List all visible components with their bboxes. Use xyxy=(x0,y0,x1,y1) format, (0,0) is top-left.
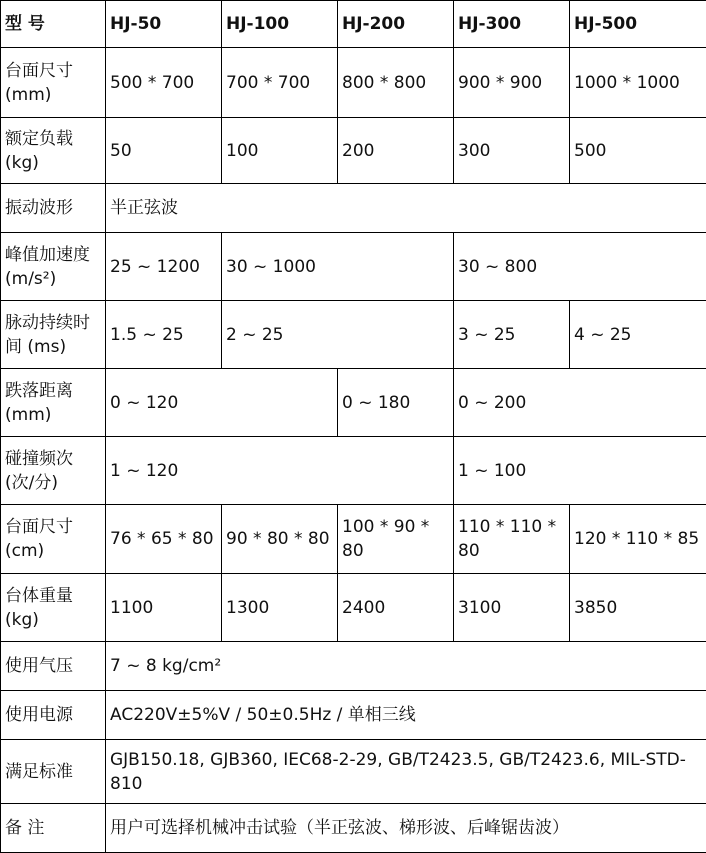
waveform-label: 振动波形 xyxy=(1,184,106,233)
table-size-cm-label: 台面尺寸 (cm) xyxy=(1,505,106,574)
drop-distance-value: 0 ~ 120 xyxy=(106,369,338,437)
table-size-cm-value: 76 * 65 * 80 xyxy=(106,505,222,574)
peak-acceleration-value: 30 ~ 800 xyxy=(454,233,706,301)
pulse-duration-label: 脉动持续时 间 (ms) xyxy=(1,301,106,369)
waveform-row xyxy=(1,184,706,233)
drop-distance-label: 跌落距离 (mm) xyxy=(1,369,106,437)
body-weight-value: 3850 xyxy=(570,574,706,642)
remarks-value: 用户可选择机械冲击试验（半正弦波、梯形波、后峰锯齿波） xyxy=(106,804,706,853)
table-size-mm-label: 台面尺寸 (mm) xyxy=(1,48,106,118)
air-pressure-row xyxy=(1,642,706,691)
peak-acceleration-label: 峰值加速度 (m/s²) xyxy=(1,233,106,301)
table-size-mm-value: 500 * 700 xyxy=(106,48,222,118)
table-size-mm-value: 800 * 800 xyxy=(338,48,454,118)
table-size-cm-value: 110 * 110 * 80 xyxy=(454,505,570,574)
drop-distance-value: 0 ~ 200 xyxy=(454,369,706,437)
peak-acceleration-value: 25 ~ 1200 xyxy=(106,233,222,301)
peak-acceleration-row xyxy=(1,233,706,301)
rated-load-value: 100 xyxy=(222,118,338,184)
bump-frequency-row xyxy=(1,437,706,505)
body-weight-value: 1300 xyxy=(222,574,338,642)
power-supply-row xyxy=(1,691,706,740)
peak-acceleration-value: 30 ~ 1000 xyxy=(222,233,454,301)
standards-value: GJB150.18, GJB360, IEC68-2-29, GB/T2423.5, GB/T2423.6, MIL-STD-810 xyxy=(106,740,706,804)
rated-load-value: 500 xyxy=(570,118,706,184)
pulse-duration-value: 1.5 ~ 25 xyxy=(106,301,222,369)
table-size-mm-value: 1000 * 1000 xyxy=(570,48,706,118)
table-size-cm-value: 100 * 90 * 80 xyxy=(338,505,454,574)
body-weight-row xyxy=(1,574,706,642)
table-size-mm-row xyxy=(1,48,706,118)
standards-label: 满足标准 xyxy=(1,740,106,804)
remarks-row xyxy=(1,804,706,853)
model-hj-200: HJ-200 xyxy=(338,1,454,48)
model-hj-500: HJ-500 xyxy=(570,1,706,48)
body-weight-value: 1100 xyxy=(106,574,222,642)
air-pressure-label: 使用气压 xyxy=(1,642,106,691)
pulse-duration-row xyxy=(1,301,706,369)
bump-frequency-value: 1 ~ 120 xyxy=(106,437,454,505)
table-size-cm-value: 90 * 80 * 80 xyxy=(222,505,338,574)
pulse-duration-value: 3 ~ 25 xyxy=(454,301,570,369)
bump-frequency-value: 1 ~ 100 xyxy=(454,437,706,505)
rated-load-value: 300 xyxy=(454,118,570,184)
table-size-cm-value: 120 * 110 * 85 xyxy=(570,505,706,574)
model-hj-300: HJ-300 xyxy=(454,1,570,48)
rated-load-value: 50 xyxy=(106,118,222,184)
table-size-cm-row xyxy=(1,505,706,574)
pulse-duration-value: 2 ~ 25 xyxy=(222,301,454,369)
waveform-value: 半正弦波 xyxy=(106,184,706,233)
header-row xyxy=(1,1,706,48)
pulse-duration-value: 4 ~ 25 xyxy=(570,301,706,369)
power-supply-label: 使用电源 xyxy=(1,691,106,740)
drop-distance-row xyxy=(1,369,706,437)
rated-load-label: 额定负载 (kg) xyxy=(1,118,106,184)
air-pressure-value: 7 ~ 8 kg/cm² xyxy=(106,642,706,691)
body-weight-value: 3100 xyxy=(454,574,570,642)
model-label-cell: 型 号 xyxy=(1,1,106,48)
body-weight-label: 台体重量 (kg) xyxy=(1,574,106,642)
bump-frequency-label: 碰撞频次 (次/分) xyxy=(1,437,106,505)
model-hj-50: HJ-50 xyxy=(106,1,222,48)
power-supply-value: AC220V±5%V / 50±0.5Hz / 单相三线 xyxy=(106,691,706,740)
table-size-mm-value: 900 * 900 xyxy=(454,48,570,118)
remarks-label: 备 注 xyxy=(1,804,106,853)
body-weight-value: 2400 xyxy=(338,574,454,642)
model-hj-100: HJ-100 xyxy=(222,1,338,48)
drop-distance-value: 0 ~ 180 xyxy=(338,369,454,437)
table-size-mm-value: 700 * 700 xyxy=(222,48,338,118)
rated-load-row xyxy=(1,118,706,184)
standards-row xyxy=(1,740,706,804)
rated-load-value: 200 xyxy=(338,118,454,184)
